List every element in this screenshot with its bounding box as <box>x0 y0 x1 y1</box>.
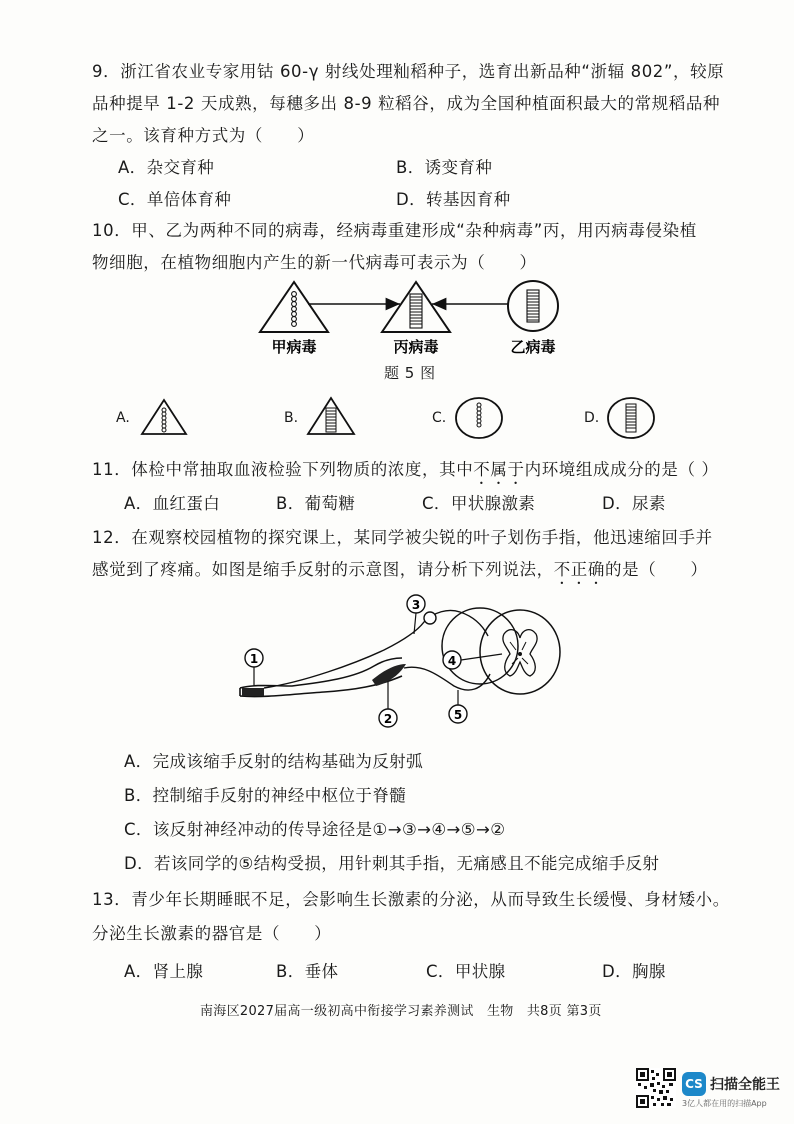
virus-reconstruction-figure <box>250 276 570 358</box>
q10-option-b-letter: B. <box>284 410 299 426</box>
receptor-fingertip <box>242 688 264 696</box>
q11-option-c: C．甲状腺激素 <box>422 494 536 513</box>
label-jia-virus: 甲病毒 <box>271 338 317 356</box>
label-3 <box>407 595 425 613</box>
q9-line-1: 9．浙江省农业专家用钴 60-γ 射线处理籼稻种子，选育出新品种“浙辐 802”，较原 <box>92 62 725 81</box>
label-yi-virus: 乙病毒 <box>510 338 556 356</box>
q10-option-c-figure <box>452 396 506 440</box>
q10-option-c-letter: C. <box>432 410 447 426</box>
q12-option-d: D．若该同学的⑤结构受损，用针刺其手指，无痛感且不能完成缩手反射 <box>124 854 660 873</box>
virus-bing-shape <box>382 282 450 332</box>
q9-option-a: A．杂交育种 <box>118 158 215 177</box>
q12-line-1: 12．在观察校园植物的探究课上，某同学被尖锐的叶子划伤手指，他迅速缩回手并 <box>92 528 713 547</box>
label-5 <box>449 705 467 723</box>
q13-option-b: B．垂体 <box>276 962 339 981</box>
q11-text-a: 11．体检中常抽取血液检验下列物质的浓度，其中 <box>92 460 474 479</box>
svg-text:4: 4 <box>447 654 457 668</box>
virus-yi-shape <box>508 281 558 331</box>
q11-option-b: B．葡萄糖 <box>276 494 356 513</box>
q10-option-a-figure <box>138 396 190 438</box>
q9-option-c: C．单倍体育种 <box>118 190 232 209</box>
virus-jia-shape <box>260 282 328 332</box>
q10-option-d-letter: D. <box>584 410 600 426</box>
page-footer: 南海区2027届高一级初高中衔接学习素养测试 生物 共8页 第3页 <box>200 1004 602 1019</box>
camscanner-logo-icon: CS <box>682 1072 706 1096</box>
label-1 <box>245 649 263 667</box>
q12-line-2 <box>92 556 708 588</box>
qr-code-icon <box>636 1068 676 1108</box>
q12-option-b: B．控制缩手反射的神经中枢位于脊髓 <box>124 786 407 805</box>
q11-option-a: A．血红蛋白 <box>124 494 221 513</box>
q10-line-1: 10．甲、乙为两种不同的病毒，经病毒重建形成“杂种病毒”丙，用丙病毒侵染植 <box>92 221 697 240</box>
svg-text:2: 2 <box>383 712 393 726</box>
q11-text-b: 内环境组成成分的是（ ） <box>524 460 719 479</box>
q11-emphasis: 不属于 <box>473 460 525 479</box>
figure-caption: 题 5 图 <box>384 364 436 382</box>
q12-option-a: A．完成该缩手反射的结构基础为反射弧 <box>124 752 423 771</box>
effector-muscle <box>372 664 406 686</box>
q12-option-c: C．该反射神经冲动的传导途径是①→③→④→⑤→② <box>124 820 506 839</box>
q12-emphasis: 不正确 <box>553 560 606 579</box>
label-2 <box>379 709 397 727</box>
svg-text:3: 3 <box>411 598 421 612</box>
q13-line-2: 分泌生长激素的器官是（ ） <box>92 924 332 943</box>
svg-text:5: 5 <box>453 708 463 722</box>
q13-option-d: D．胸腺 <box>602 962 666 981</box>
q12-text-a: 感觉到了疼痛。如图是缩手反射的示意图，请分析下列说法， <box>92 560 554 579</box>
q9-line-2: 品种提早 1-2 天成熟，每穗多出 8-9 粒稻谷，成为全国种植面积最大的常规稻品种 <box>92 94 721 113</box>
reflex-arc-diagram <box>234 594 574 730</box>
q9-line-3: 之一。该育种方式为（ ） <box>92 126 315 145</box>
q11-line-1 <box>92 456 719 488</box>
svg-text:1: 1 <box>249 652 259 666</box>
q9-option-d: D．转基因育种 <box>396 190 511 209</box>
q13-option-a: A．肾上腺 <box>124 962 204 981</box>
label-4 <box>443 651 461 669</box>
q9-option-b: B．诱变育种 <box>396 158 493 177</box>
q10-option-a-letter: A. <box>116 410 130 426</box>
q11-option-d: D．尿素 <box>602 494 666 513</box>
ganglion <box>424 612 436 624</box>
label-bing-virus: 丙病毒 <box>393 338 439 356</box>
q12-text-b: 的是（ ） <box>605 560 708 579</box>
watermark-tagline: 3亿人都在用的扫描App <box>682 1099 767 1108</box>
q13-line-1: 13．青少年长期睡眠不足，会影响生长激素的分泌，从而导致生长缓慢、身材矮小。 <box>92 890 730 909</box>
q13-option-c: C．甲状腺 <box>426 962 506 981</box>
q10-option-b-figure <box>304 394 358 438</box>
watermark-brand: 扫描全能王 <box>710 1077 780 1093</box>
q10-line-2: 物细胞，在植物细胞内产生的新一代病毒可表示为（ ） <box>92 253 537 272</box>
q10-option-d-figure <box>604 396 658 440</box>
